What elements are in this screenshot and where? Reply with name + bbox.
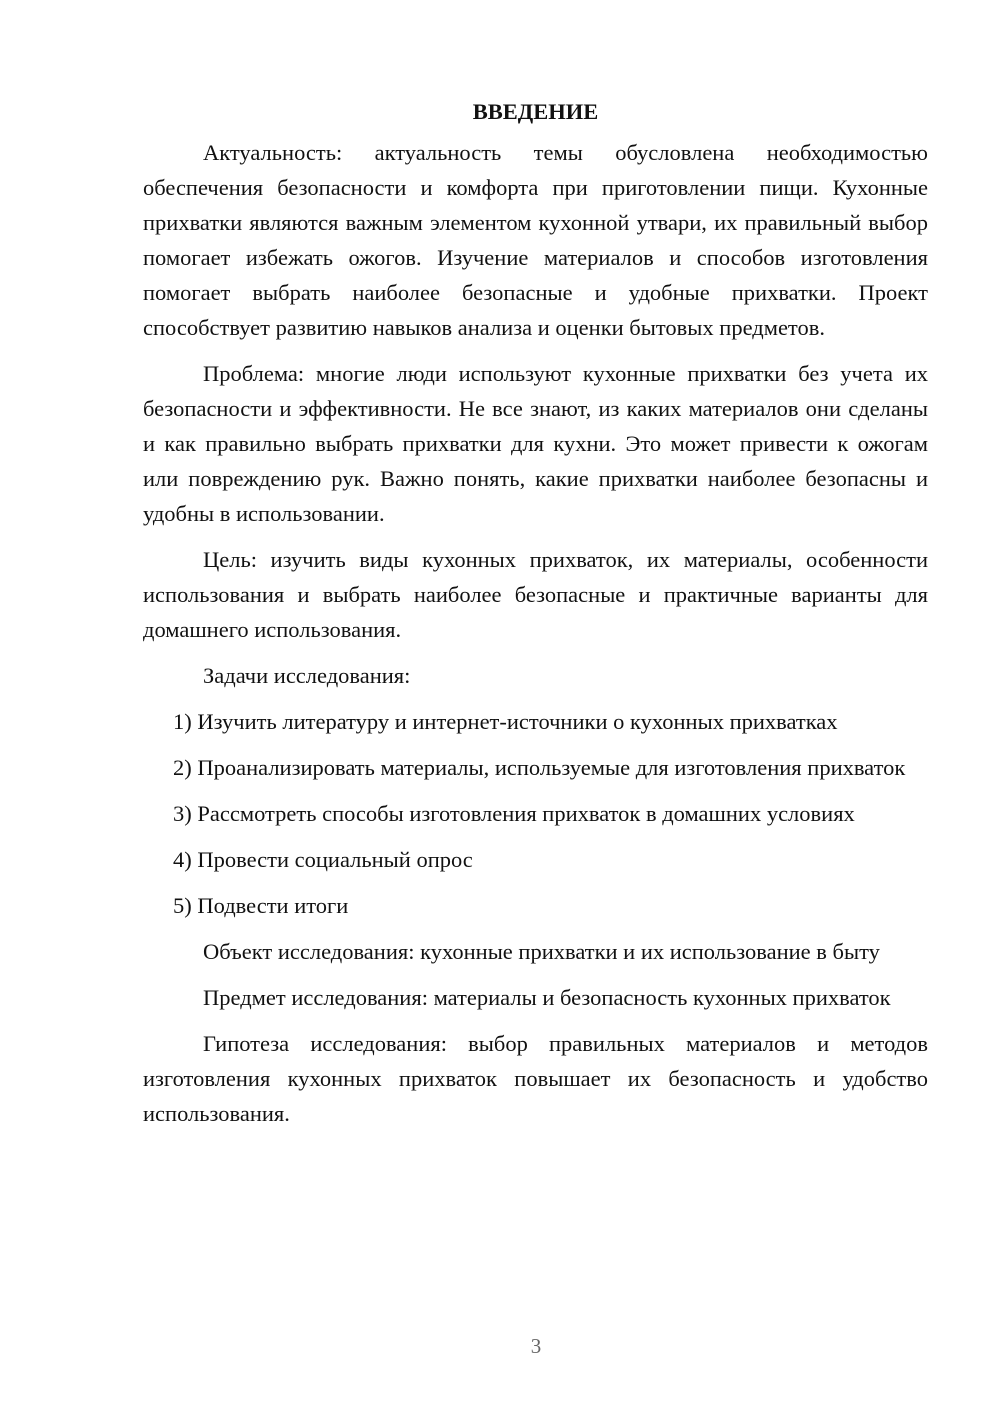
goal-paragraph: Цель: изучить виды кухонных прихваток, их материалы, особенности использования и выбрать наиболее безопасные и практичные варианты для домашнего использования. (143, 547, 928, 642)
task-item-4: 4) Провести социальный опрос (173, 847, 473, 872)
page-number: 3 (530, 1334, 542, 1358)
problem-paragraph: Проблема: многие люди используют кухонные прихватки без учета их безопасности и эффективности. Не все знают, из каких материалов они сделаны и как правильно выбрать прихватки для кухни. Это может привести к ожогам или повреждению рук. Важно понять, какие прихватки наиболее безопасны и удобны в использовании. (143, 361, 928, 526)
task-item-3: 3) Рассмотреть способы изготовления прихваток в домашних условиях (173, 801, 855, 826)
page-body (143, 94, 928, 1131)
relevance-paragraph: Актуальность: актуальность темы обусловлена необходимостью обеспечения безопасности и комфорта при приготовлении пищи. Кухонные прихватки являются важным элементом кухонной утвари, их правильный выбор помогает избежать ожогов. Изучение материалов и способов изготовления помогает выбрать наиболее безопасные и удобные прихватки. Проект способствует развитию навыков анализа и оценки бытовых предметов. (143, 140, 928, 340)
task-item-5: 5) Подвести итоги (173, 893, 349, 918)
object-paragraph: Объект исследования: кухонные прихватки и их использование в быту (203, 939, 880, 964)
subject-paragraph: Предмет исследования: материалы и безопасность кухонных прихваток (203, 985, 891, 1010)
task-item-2: 2) Проанализировать материалы, используемые для изготовления прихваток (173, 755, 906, 780)
section-heading: ВВЕДЕНИЕ (472, 99, 599, 124)
hypothesis-paragraph: Гипотеза исследования: выбор правильных материалов и методов изготовления кухонных прихваток повышает их безопасность и удобство использования. (143, 1031, 928, 1126)
tasks-title: Задачи исследования: (203, 663, 411, 688)
task-item-1: 1) Изучить литературу и интернет-источники о кухонных прихватках (173, 709, 838, 734)
